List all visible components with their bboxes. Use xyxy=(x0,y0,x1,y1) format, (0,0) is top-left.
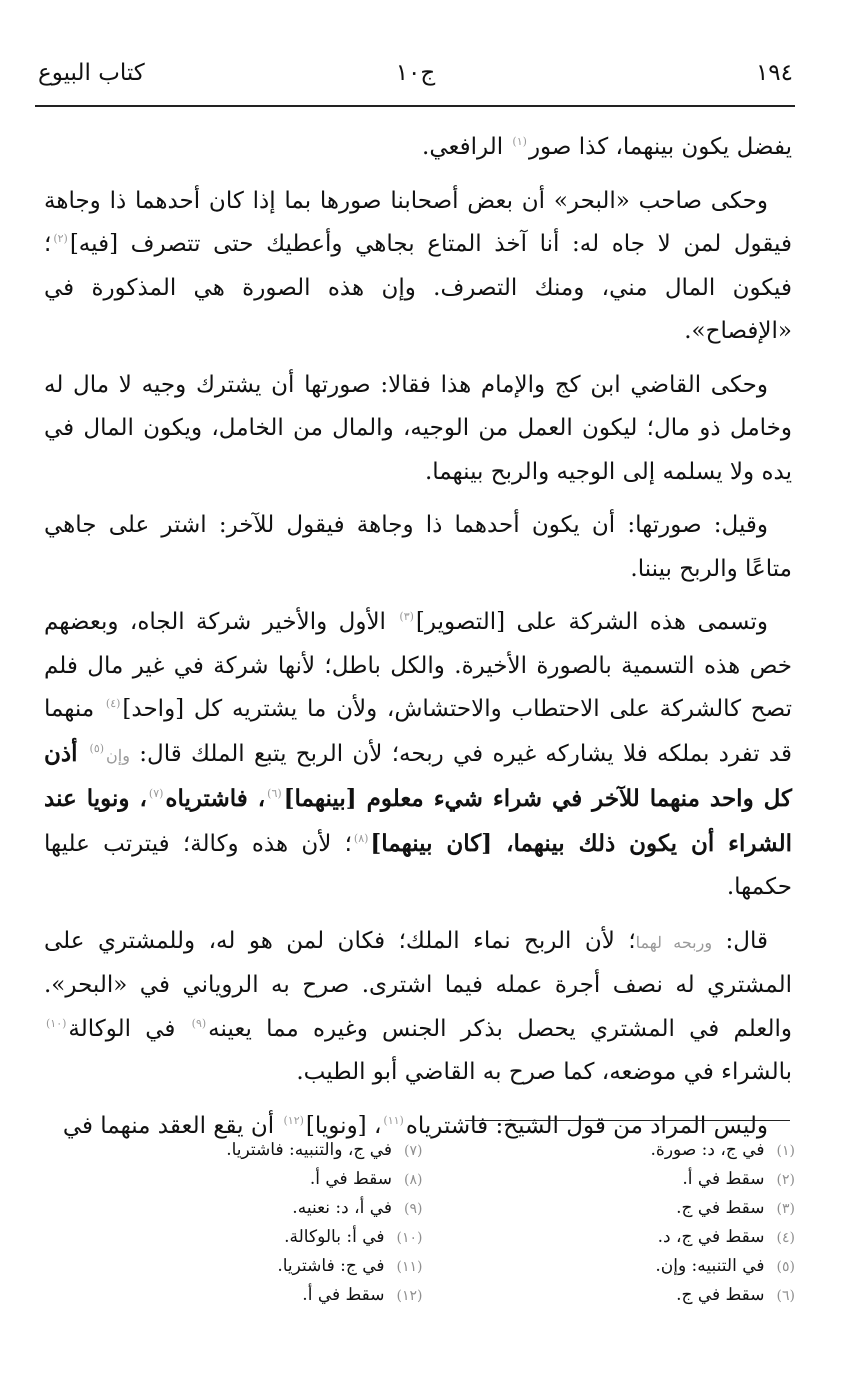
footnote-marker: (٦) xyxy=(267,787,282,800)
running-header xyxy=(38,60,793,96)
text-run: وليس المراد من قول الشيخ: فاشترياه xyxy=(405,1112,768,1139)
footnote-separator xyxy=(465,1120,790,1121)
footnote-text: في التنبيه: وإن. xyxy=(655,1256,765,1276)
matn-quote: وربحه لهما xyxy=(635,932,713,952)
volume-label: ج١٠ xyxy=(395,60,436,86)
footnote-text: في أ: بالوكالة. xyxy=(284,1227,385,1247)
footnote-item xyxy=(90,1194,423,1223)
footnote-item xyxy=(463,1194,796,1223)
footnote-marker: (٥) xyxy=(89,741,105,755)
footnote-item xyxy=(90,1281,423,1310)
paragraph xyxy=(44,364,792,495)
bold-quote: أذن كل واحد منهما للآخر في شراء شيء معلوم [بينهما] xyxy=(44,739,792,812)
footnote-text: سقط في أ. xyxy=(302,1285,385,1305)
footnote-item xyxy=(463,1223,796,1252)
footnote-text: سقط في أ. xyxy=(309,1169,393,1189)
bold-quote: ، فاشترياه xyxy=(165,785,266,812)
footnote-item xyxy=(463,1252,796,1281)
footnote-item xyxy=(463,1281,796,1310)
text-run: قال: xyxy=(712,927,768,954)
text-run: بالشراء في موضعه، كما صرح به القاضي أبو الطيب. xyxy=(296,1059,792,1085)
footnote-marker: (٣) xyxy=(399,610,414,623)
footnote-item xyxy=(90,1136,423,1165)
footnote-number: (٩) xyxy=(404,1201,423,1217)
book-title: كتاب البيوع xyxy=(38,60,145,86)
footnote-marker: (١١) xyxy=(383,1113,404,1127)
footnote-text: سقط في أ. xyxy=(682,1169,765,1189)
footnote-marker: (١٢) xyxy=(283,1113,304,1127)
paragraph xyxy=(44,180,792,354)
footnote-item xyxy=(463,1165,796,1194)
footnote-text: في ج، والتنبيه: فاشتريا. xyxy=(226,1140,393,1160)
paragraph xyxy=(44,126,792,170)
footnote-number: (٣) xyxy=(776,1201,795,1217)
text-run: يفضل يكون بينهما، كذا صور xyxy=(528,134,792,160)
text-run: ، [ونويا] xyxy=(305,1112,382,1139)
footnote-text: سقط في ج، د. xyxy=(657,1227,765,1247)
footnote-number: (٨) xyxy=(404,1172,423,1188)
bold-quote: ، ونويا عند الشراء أن يكون ذلك بينهما، [كان بينهما] xyxy=(44,785,792,857)
footnote-item xyxy=(90,1223,423,1252)
text-run: أن يقع العقد منهما في xyxy=(62,1112,282,1139)
footnote-number: (١) xyxy=(776,1143,795,1159)
footnote-marker: (٤) xyxy=(105,697,121,710)
paragraph xyxy=(44,601,792,910)
footnote-item xyxy=(90,1165,423,1194)
footnote-item xyxy=(463,1136,796,1165)
footnotes xyxy=(90,1136,795,1310)
footnote-marker: (٧) xyxy=(148,787,164,800)
text-run: وحكى صاحب «البحر» أن بعض أصحابنا صورها بما إذا كان أحدهما ذا وجاهة فيقول لمن لا جاه له: أنا آخذ المتاع بجاهي وأعطيك حتى تتصرف [فيه] xyxy=(44,187,792,257)
text-run: وحكى القاضي ابن كج والإمام هذا فقالا: صورتها أن يشترك وجيه لا مال له وخامل ذو مال؛ ليكون العمل من الوجيه، والمال من الخامل، ويكون المال في يده ولا يسلمه إلى الوجيه والربح بينهما. xyxy=(44,371,792,485)
footnote-marker: (٩) xyxy=(191,1016,207,1030)
footnote-marker: (٢) xyxy=(53,232,68,245)
footnote-text: سقط في ج. xyxy=(676,1285,765,1305)
page-number: ١٩٤ xyxy=(755,60,793,86)
footnote-number: (٧) xyxy=(404,1143,423,1159)
main-text xyxy=(44,126,792,1158)
footnote-marker: (١٠) xyxy=(46,1016,67,1030)
footnote-text: سقط في ج. xyxy=(676,1198,765,1218)
text-run: وقيل: صورتها: أن يكون أحدهما ذا وجاهة فيقول للآخر: اشتر على جاهي متاعًا والربح بيننا. xyxy=(44,512,792,582)
footnote-marker: (٨) xyxy=(353,831,369,845)
text-run: ؛ لأن الربح نماء الملك؛ فكان لمن هو له، وللمشتري على المشتري له نصف أجرة عمله فيما اشترى. صرح به الروياني في «البحر». والعلم في المشتري يحصل بذكر الجنس وغيره مما يعينه xyxy=(44,927,793,1042)
footnote-item xyxy=(90,1252,423,1281)
paragraph xyxy=(44,504,792,591)
footnote-number: (٢) xyxy=(776,1172,795,1188)
text-run: وتسمى هذه الشركة على [التصوير] xyxy=(415,609,768,635)
footnote-number: (١١) xyxy=(396,1259,423,1275)
text-run: ؛ فيكون المال مني، ومنك التصرف. وإن هذه الصورة هي المذكورة في «الإفصاح». xyxy=(44,231,792,344)
matn-quote: وإن xyxy=(106,745,130,765)
text-run: منهما قد تفرد بملكه فلا يشاركه غيره في ربحه؛ لأن الربح يتبع الملك قال: xyxy=(44,696,793,767)
footnote-number: (٤) xyxy=(776,1230,795,1246)
paragraph xyxy=(44,920,792,1095)
text-run: الرافعي. xyxy=(422,134,511,160)
footnote-text: في ج، د: صورة. xyxy=(650,1140,765,1160)
footnote-marker: (١) xyxy=(512,135,527,148)
footnote-number: (٥) xyxy=(776,1259,795,1275)
header-rule xyxy=(35,105,795,107)
footnote-number: (١٠) xyxy=(396,1230,423,1246)
footnote-text: في أ، د: نعنيه. xyxy=(292,1198,393,1218)
text-run: في الوكالة xyxy=(68,1015,190,1042)
footnote-number: (١٢) xyxy=(396,1288,423,1304)
text-run: ؛ لأن هذه وكالة؛ فيترتب عليها حكمها. xyxy=(44,830,792,900)
footnote-number: (٦) xyxy=(776,1288,795,1304)
text-run: الأول والأخير شركة الجاه، وبعضهم خص هذه التسمية بالصورة الأخيرة. والكل باطل؛ لأنها شركة في غير مال فلم تصح كالشركة على الاحتطاب والاحتشاش، ولأن ما يشتريه كل [واحد] xyxy=(44,609,792,722)
footnote-text: في ج: فاشتريا. xyxy=(277,1256,385,1276)
